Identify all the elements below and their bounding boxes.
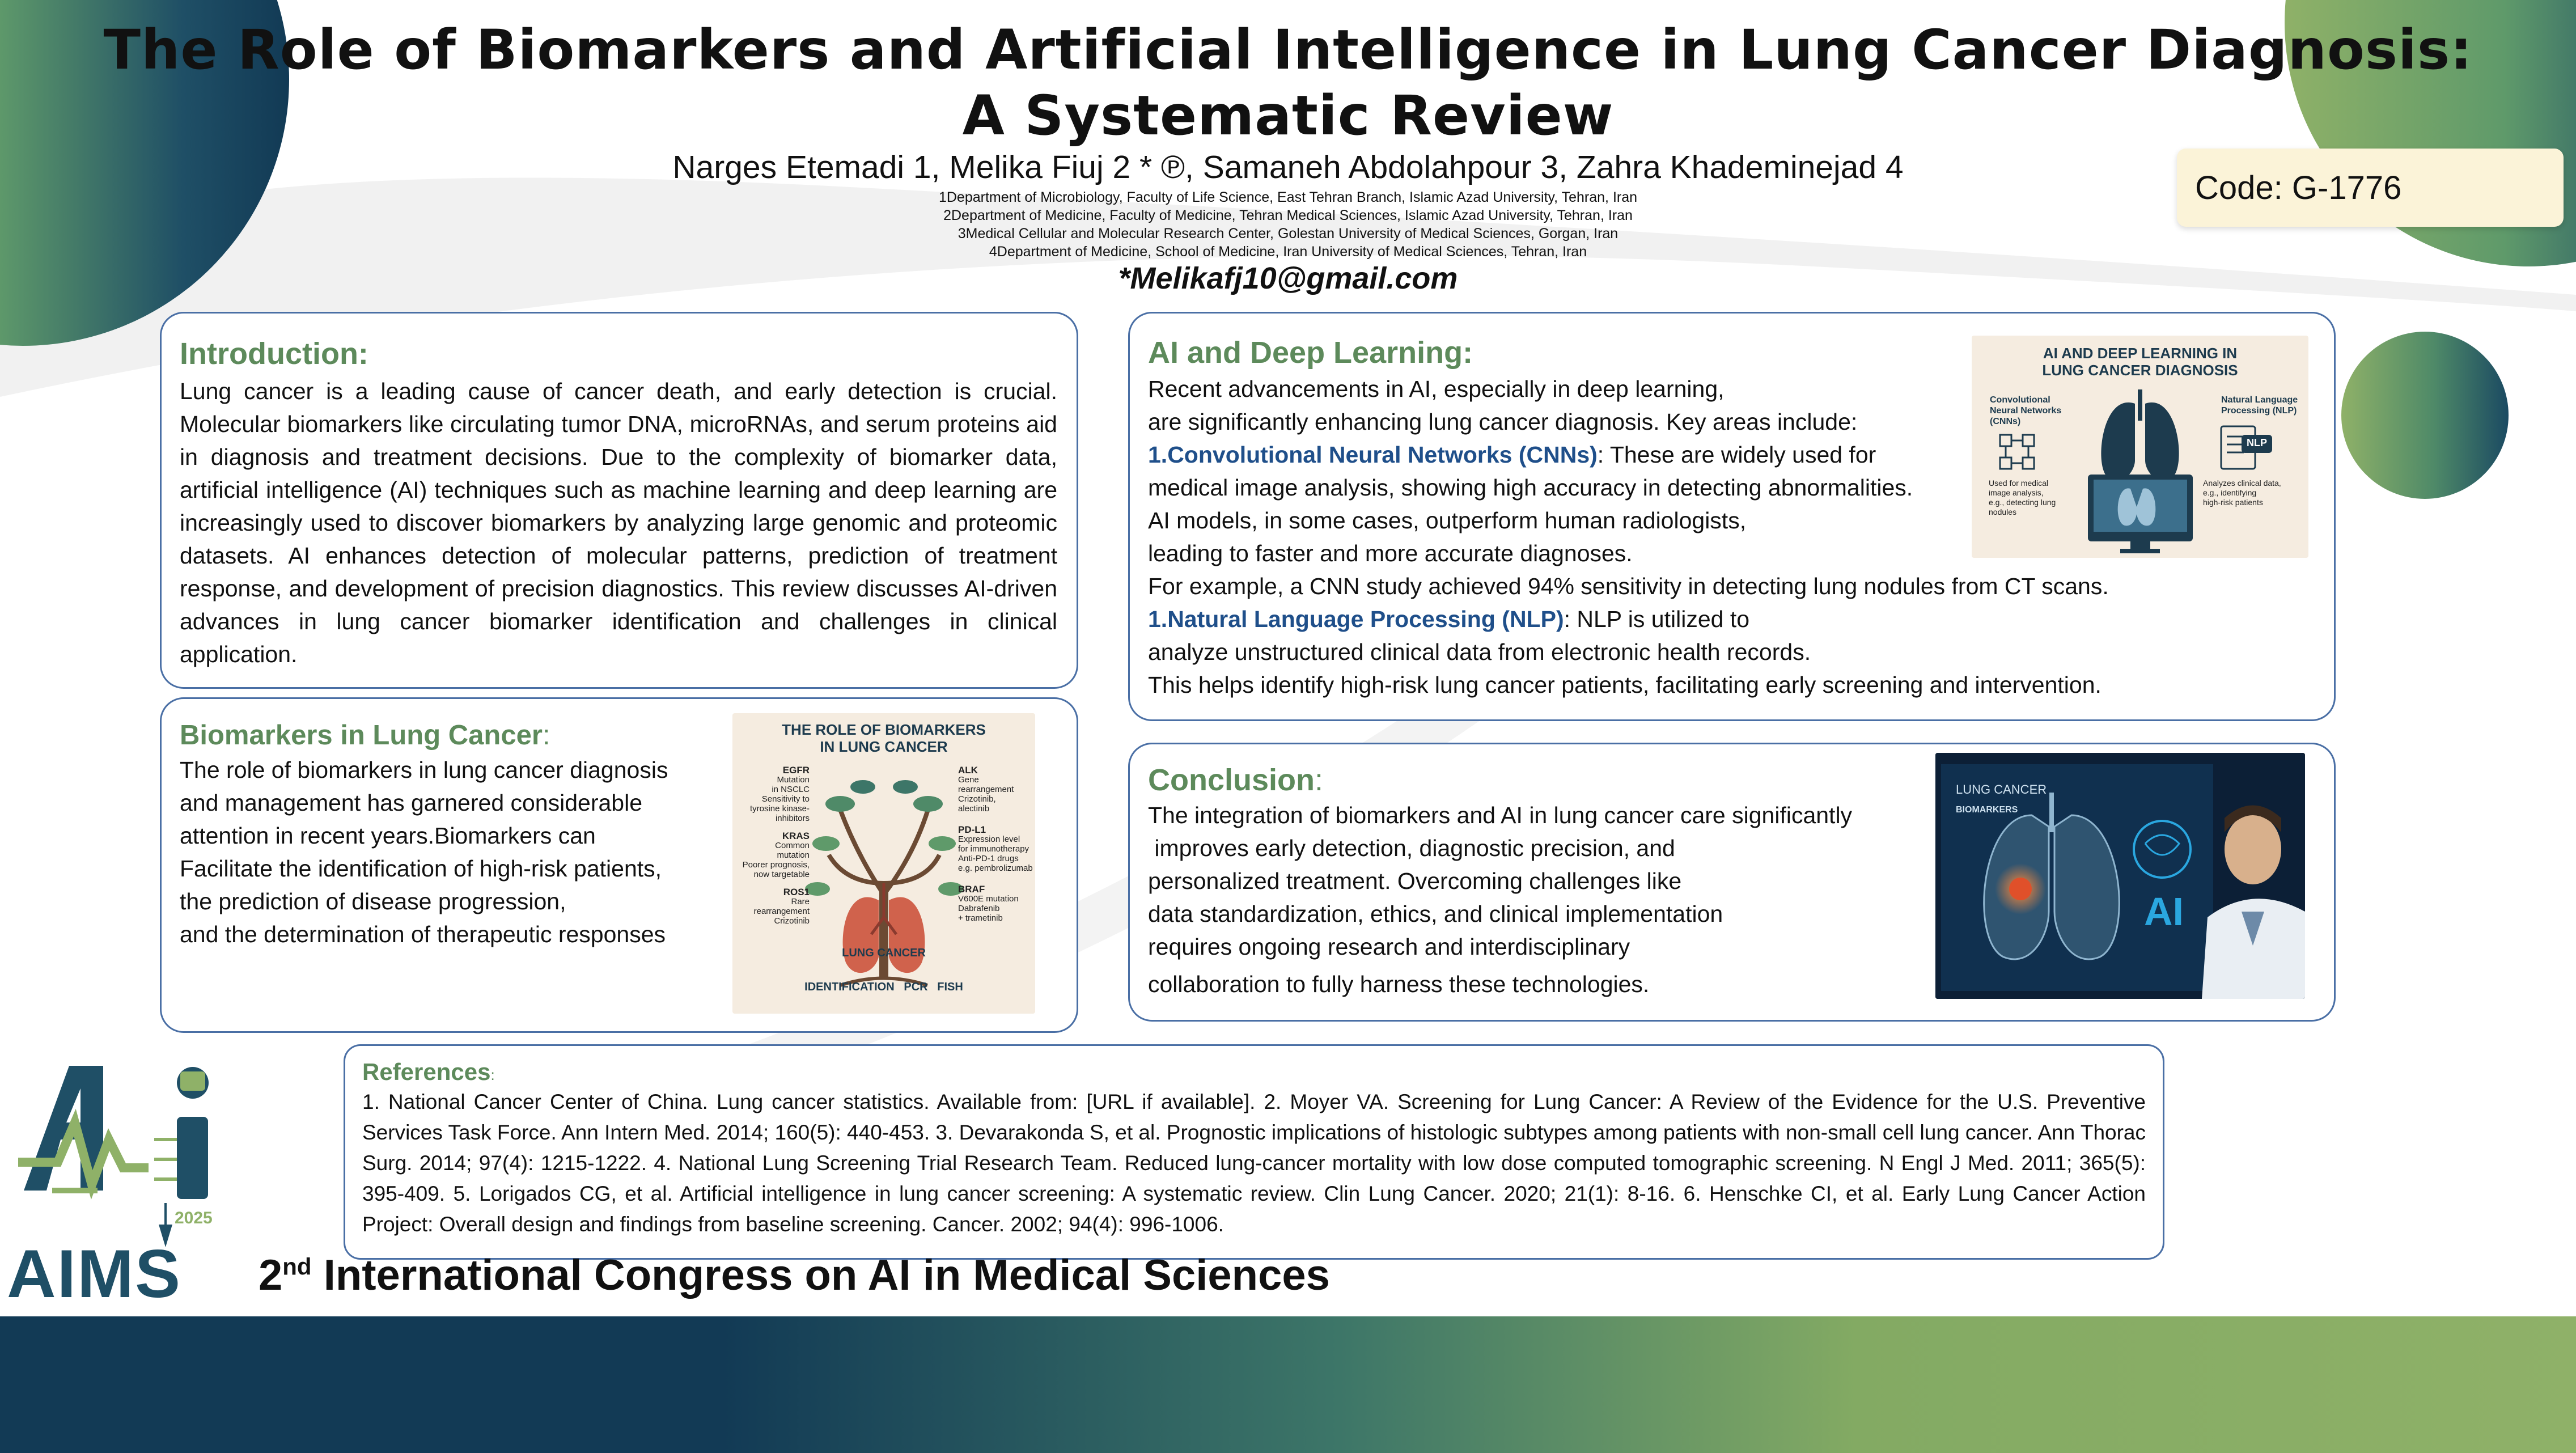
biomarkers-line: attention in recent years.Biomarkers can: [180, 823, 596, 849]
ai-deep-learning-title: AI and Deep Learning:: [1148, 336, 1473, 370]
biomarker-egfr: EGFR: [782, 765, 810, 776]
ai-fig-left-desc-line: Used for medical: [1989, 478, 2049, 488]
aidl-line: AI models, in some cases, outperform human radiologists,: [1148, 507, 1747, 533]
conclusion-line: The integration of biomarkers and AI in lung cancer care significantly: [1148, 802, 1853, 828]
ai-fig-right-heading-line: Processing (NLP): [2221, 406, 2297, 416]
nlp-keyword: 1.Natural Language Processing (NLP): [1148, 606, 1564, 632]
poster-title-line2: A Systematic Review: [962, 84, 1614, 147]
bio-fig-title-2: IN LUNG CANCER: [820, 738, 948, 755]
biomarker-desc: Crizotinib,: [958, 794, 996, 804]
nlp-badge: NLP: [2247, 437, 2267, 448]
biomarkers-line: and management has garnered considerable: [180, 790, 642, 816]
biomarkers-title-colon: :: [542, 720, 550, 751]
biomarker-alk: ALK: [958, 765, 978, 776]
ai-fig-title-2: LUNG CANCER DIAGNOSIS: [2042, 362, 2238, 379]
nlp-text: : NLP is utilized to: [1564, 606, 1750, 632]
biomarkers-line: Facilitate the identification of high-risk patients,: [180, 855, 662, 882]
biomarker-desc: Common: [775, 841, 810, 850]
bio-fig-bottom-label: IDENTIFICATION PCR FISH: [804, 981, 963, 993]
screen-title: LUNG CANCER: [1956, 782, 2047, 797]
footer-band: [0, 1316, 2576, 1453]
ai-fig-right-heading-line: Natural Language: [2221, 395, 2298, 405]
biomarker-desc: Mutation: [777, 775, 810, 785]
conclusion-title-text: Conclusion: [1148, 763, 1315, 797]
ai-fig-left-desc: [1989, 478, 2056, 517]
cnn-text: : These are widely used for: [1597, 442, 1876, 468]
authors: Narges Etemadi 1, Melika Fiuj 2 * ℗, Samaneh Abdolahpour 3, Zahra Khademinejad 4: [672, 149, 1904, 185]
biomarkers-line: and the determination of therapeutic responses: [180, 921, 666, 947]
screen-ai-label: AI: [2144, 889, 2184, 934]
biomarker-desc: rearrangement: [753, 906, 810, 916]
congress-name: International Congress on AI in Medical Sciences: [311, 1251, 1330, 1299]
biomarker-desc: rearrangement: [958, 785, 1014, 794]
poster-code: Code: G-1776: [2195, 169, 2402, 206]
biomarker-desc: Gene: [958, 775, 979, 785]
aims-logo: [7, 1054, 239, 1315]
biomarkers-title-text: Biomarkers in Lung Cancer: [180, 720, 543, 751]
bio-fig-center-label: LUNG CANCER: [842, 947, 926, 959]
ai-fig-right-desc-line: e.g., identifying: [2203, 488, 2257, 497]
poster-title-line1: The Role of Biomarkers and Artificial Intelligence in Lung Cancer Diagnosis:: [103, 18, 2473, 82]
screen-subtitle: BIOMARKERS: [1956, 805, 2018, 815]
congress-title: [259, 1251, 1330, 1300]
conclusion-line: personalized treatment. Overcoming challenges like: [1148, 868, 1682, 894]
biomarkers-line: The role of biomarkers in lung cancer diagnosis: [180, 757, 668, 783]
aidl-line: leading to faster and more accurate diagnoses.: [1148, 540, 1633, 566]
biomarker-desc: tyrosine kinase-: [749, 804, 810, 814]
biomarker-desc: in NSCLC: [772, 785, 810, 794]
biomarker-desc: Dabrafenib: [958, 904, 1000, 913]
poster-code-badge: [2177, 149, 2564, 227]
affiliation-3: 3Medical Cellular and Molecular Research Center, Golestan University of Medical Sciences, Gorgan, Iran: [957, 226, 1619, 242]
biomarker-desc: Expression level: [958, 834, 1020, 844]
references-text: 1. National Cancer Center of China. Lung cancer statistics. Available from: [URL if available]. 2. Moyer VA. Screening for Lung Cancer: A Review of the Evidence for the U.S. Preventive Services Task Force. Ann Intern Med. 2014; 160(5): 440-453. 3. Devarakonda S, et al. Prognostic implications of histologic subtypes among patients with non-small cell lung cancer. Ann Thorac Surg. 2014; 97(4): 1215-1222. 4. National Lung Screening Trial Research Team. Reduced lung-cancer mortality with low dose computed tomographic screening. N Engl J Med. 2011; 365(5): 395-409. 5. Lorigados CG, et al. Artificial intelligence in lung cancer screening: A systematic review. Clin Lung Cancer. 2020; 21(1): 8-16. 6. Henschke CI, et al. Early Lung Cancer Action Project: Overall design and findings from baseline screening. Cancer. 2002; 94(4): 996-1006.: [362, 1090, 2146, 1236]
aidl-line-nlp: [1148, 603, 2316, 636]
contact-email: *Melikafj10@gmail.com: [1118, 261, 1458, 295]
congress-number: 2: [259, 1251, 283, 1299]
biomarker-desc: inhibitors: [775, 814, 810, 823]
biomarker-desc: Anti-PD-1 drugs: [958, 854, 1019, 863]
bio-fig-title-1: THE ROLE OF BIOMARKERS: [782, 721, 986, 738]
introduction-panel: [160, 312, 1078, 689]
conclusion-text: [1148, 799, 1930, 1001]
ai-fig-left-desc-line: image analysis,: [1989, 488, 2044, 497]
ai-fig-left-heading-line: (CNNs): [1990, 417, 2021, 426]
biomarker-desc: now targetable: [753, 870, 810, 879]
biomarker-desc: Rare: [791, 897, 810, 906]
affiliation-2: 2Department of Medicine, Faculty of Medicine, Tehran Medical Sciences, Islamic Azad University, Tehran, Iran: [943, 207, 1633, 223]
references-title-colon: :: [490, 1066, 495, 1083]
biomarker-ros1: ROS1: [783, 887, 810, 897]
references-title: [362, 1058, 2146, 1086]
doctor-screen-photo: [1935, 753, 2305, 999]
biomarker-desc: e.g. pembrolizumab: [958, 863, 1033, 873]
biomarker-desc: Sensitivity to: [761, 794, 810, 804]
introduction-text: Lung cancer is a leading cause of cancer death, and early detection is crucial. Molecular biomarkers like circulating tumor DNA, microRNAs, and serum proteins aid in diagnosis and treatment decisions. Due to the complexity of biomarker data, artificial intelligence (AI) techniques such as machine learning and deep learning are increasingly used to discover biomarkers by analyzing large genomic and proteomic datasets. AI enhances detection of molecular patterns, prediction of treatment response, and development of precision diagnostics. This review discusses AI-driven advances in lung cancer biomarker identification and challenges in clinical application.: [180, 378, 1057, 667]
ai-fig-left-heading-line: Convolutional: [1990, 395, 2050, 405]
introduction-title: Introduction:: [180, 337, 368, 371]
affiliation-1: 1Department of Microbiology, Faculty of Life Science, East Tehran Branch, Islamic Azad University, Tehran, Iran: [938, 189, 1638, 205]
biomarkers-text: [180, 753, 724, 951]
affiliation-4: 4Department of Medicine, School of Medicine, Iran University of Medical Sciences, Tehran, Iran: [989, 244, 1587, 260]
references-panel: [344, 1044, 2164, 1260]
aidl-line: are significantly enhancing lung cancer diagnosis. Key areas include:: [1148, 409, 1858, 435]
biomarker-desc: V600E mutation: [958, 894, 1019, 904]
biomarker-desc: Crizotinib: [774, 916, 810, 926]
biomarker-kras: KRAS: [782, 831, 810, 841]
aidl-line: analyze unstructured clinical data from electronic health records.: [1148, 639, 1811, 665]
decorative-circle-right: [2341, 332, 2509, 499]
references-title-text: References: [362, 1058, 491, 1085]
conclusion-line: data standardization, ethics, and clinical implementation: [1148, 901, 1723, 927]
bio-fig-left-column: [736, 765, 810, 926]
conclusion-title-colon: :: [1315, 763, 1324, 797]
aims-logo-text: AIMS: [7, 1236, 181, 1312]
conclusion-line: requires ongoing research and interdisciplinary: [1148, 934, 1630, 960]
biomarker-desc: Poorer prognosis,: [742, 860, 810, 870]
congress-ordinal: nd: [282, 1253, 312, 1280]
aidl-line: This helps identify high-risk lung cancer patients, facilitating early screening and intervention.: [1148, 672, 2102, 698]
aidl-line: medical image analysis, showing high accuracy in detecting abnormalities.: [1148, 475, 1913, 501]
biomarkers-infographic: [732, 713, 1035, 1014]
biomarker-braf: BRAF: [958, 884, 985, 895]
conclusion-line: improves early detection, diagnostic precision, and: [1148, 835, 1675, 861]
cnn-keyword: 1.Convolutional Neural Networks (CNNs): [1148, 442, 1598, 468]
ai-fig-title-1: AI AND DEEP LEARNING IN: [2043, 345, 2238, 362]
biomarker-desc: for immunotherapy: [958, 844, 1029, 854]
ai-fig-right-desc-line: Analyzes clinical data,: [2203, 478, 2281, 488]
ai-fig-right-desc: [2203, 478, 2281, 507]
ai-fig-left-desc-line: e.g., detecting lung: [1989, 498, 2056, 507]
ai-fig-left-heading-line: Neural Networks: [1990, 406, 2062, 416]
biomarkers-line: the prediction of disease progression,: [180, 888, 566, 914]
biomarker-desc: + trametinib: [958, 913, 1003, 923]
aidl-line: Recent advancements in AI, especially in deep learning,: [1148, 376, 1725, 402]
bio-fig-right-column: [958, 765, 1034, 923]
ai-fig-right-desc-line: high-risk patients: [2203, 498, 2263, 507]
aidl-line: For example, a CNN study achieved 94% sensitivity in detecting lung nodules from CT scans.: [1148, 573, 2109, 599]
conclusion-line: collaboration to fully harness these technologies.: [1148, 971, 1650, 997]
biomarker-desc: alectinib: [958, 804, 990, 814]
ai-fig-left-desc-line: nodules: [1989, 507, 2017, 516]
biomarker-desc: mutation: [777, 850, 810, 860]
biomarker-pdl1: PD-L1: [958, 824, 986, 835]
ai-diagnosis-infographic: [1972, 336, 2308, 558]
aims-logo-year: 2025: [175, 1209, 213, 1227]
